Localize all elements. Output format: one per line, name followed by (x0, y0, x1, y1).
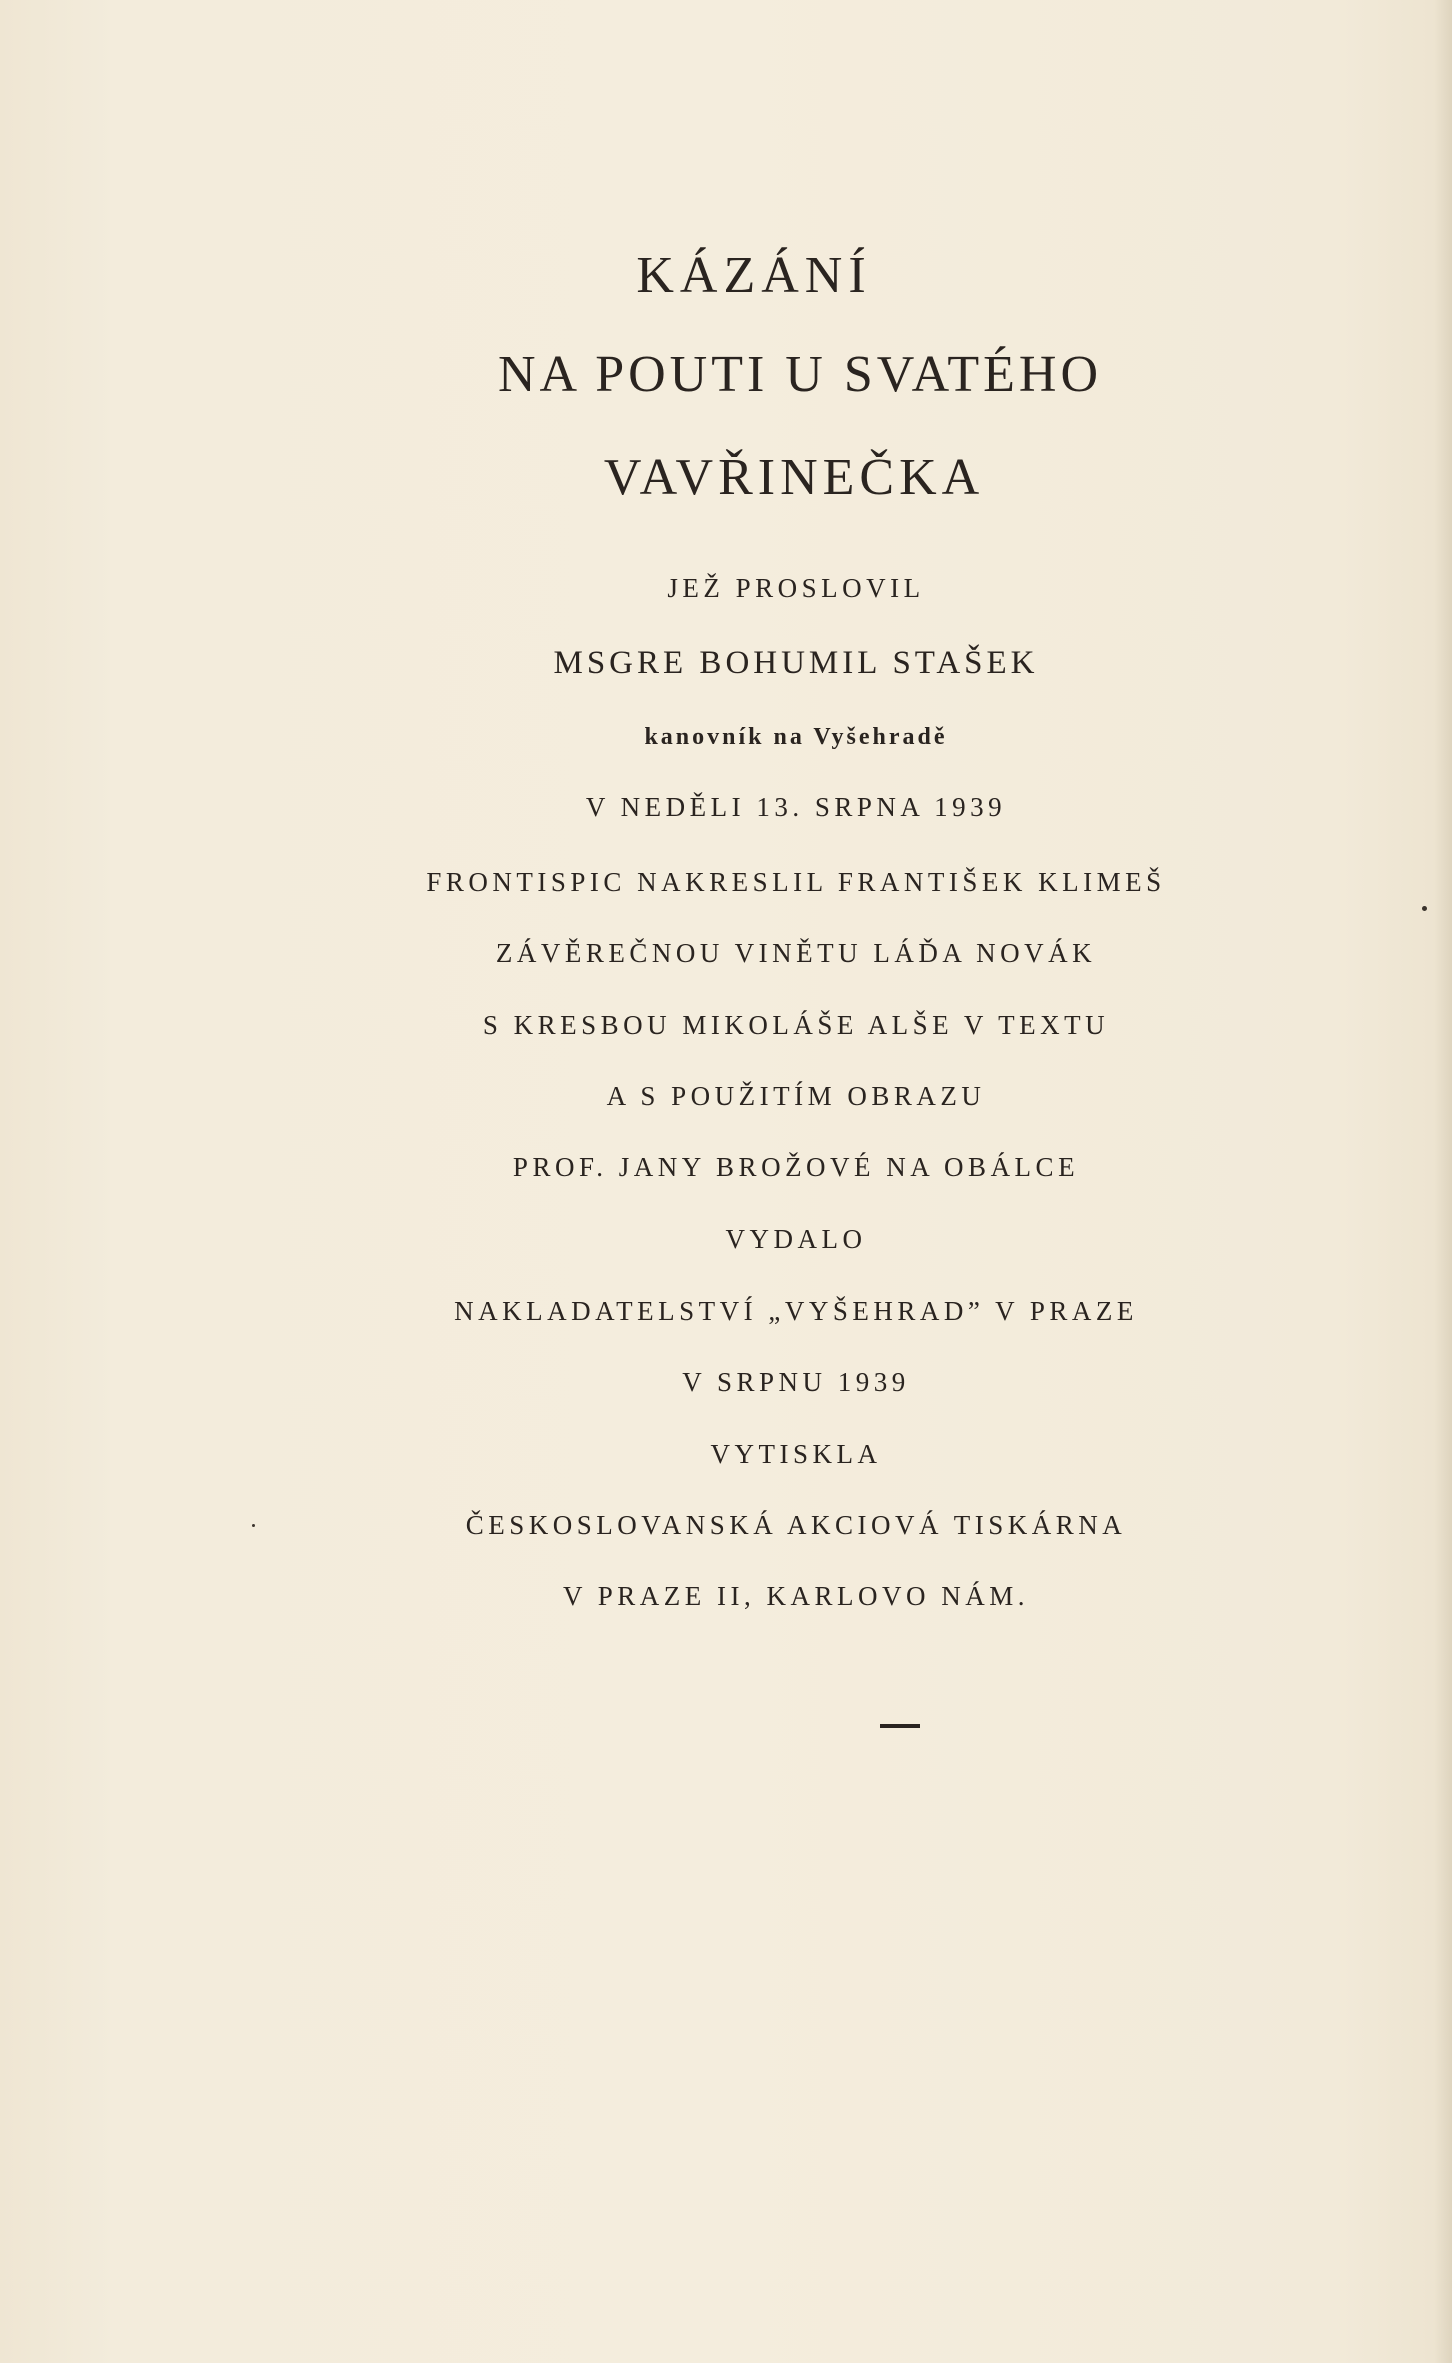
title-line-2 (0, 345, 1452, 404)
published-by-text: VYDALO (725, 1224, 867, 1254)
printed-by-line (0, 1439, 1452, 1470)
vignette-text: ZÁVĚREČNOU VINĚTU LÁĎA NOVÁK (495, 938, 1097, 968)
printed-by-text: VYTISKLA (710, 1439, 882, 1469)
vignette-line (0, 938, 1452, 969)
publisher-text: NAKLADATELSTVÍ „VYŠEHRAD” V PRAZE (454, 1296, 1138, 1326)
image-use-line (0, 1081, 1452, 1112)
printer-address-line (0, 1581, 1452, 1612)
title-line-1-text: KÁZÁNÍ (636, 247, 872, 304)
author-text: MSGRE BOHUMIL STAŠEK (553, 645, 1039, 681)
printer-line (0, 1510, 1452, 1541)
publisher-line (0, 1296, 1452, 1327)
printer-text: ČESKOSLOVANSKÁ AKCIOVÁ TISKÁRNA (465, 1510, 1127, 1540)
image-use-text: A S POUŽITÍM OBRAZU (606, 1081, 986, 1111)
frontispiece-line (0, 867, 1452, 898)
printer-address-text: V PRAZE II, KARLOVO NÁM. (562, 1581, 1029, 1611)
date-line (0, 792, 1452, 823)
title-line-3 (0, 448, 1452, 507)
jez-proslovil-text: JEŽ PROSLOVIL (667, 573, 925, 603)
paper-speck (252, 1524, 255, 1527)
frontispiece-text: FRONTISPIC NAKRESLIL FRANTIŠEK KLIMEŠ (426, 867, 1166, 897)
author-role-line (0, 724, 1452, 751)
paper-speck (1422, 906, 1427, 911)
published-date-line (0, 1367, 1452, 1398)
jez-proslovil-line (0, 573, 1452, 604)
cover-line (0, 1152, 1452, 1183)
title-line-1 (0, 246, 1452, 305)
cover-text: PROF. JANY BROŽOVÉ NA OBÁLCE (512, 1152, 1080, 1182)
drawing-text: S KRESBOU MIKOLÁŠE ALŠE V TEXTU (482, 1010, 1110, 1040)
author-role-text: kanovník na Vyšehradě (644, 724, 948, 750)
date-text: V NEDĚLI 13. SRPNA 1939 (585, 792, 1007, 822)
published-date-text: V SRPNU 1939 (682, 1367, 910, 1397)
title-line-2-text: NA POUTI U SVATÉHO (497, 346, 1103, 403)
published-by-line (0, 1224, 1452, 1255)
closing-dash (880, 1724, 920, 1728)
drawing-line (0, 1010, 1452, 1041)
author-line (0, 645, 1452, 682)
title-line-3-text: VAVŘINEČKA (603, 449, 985, 506)
